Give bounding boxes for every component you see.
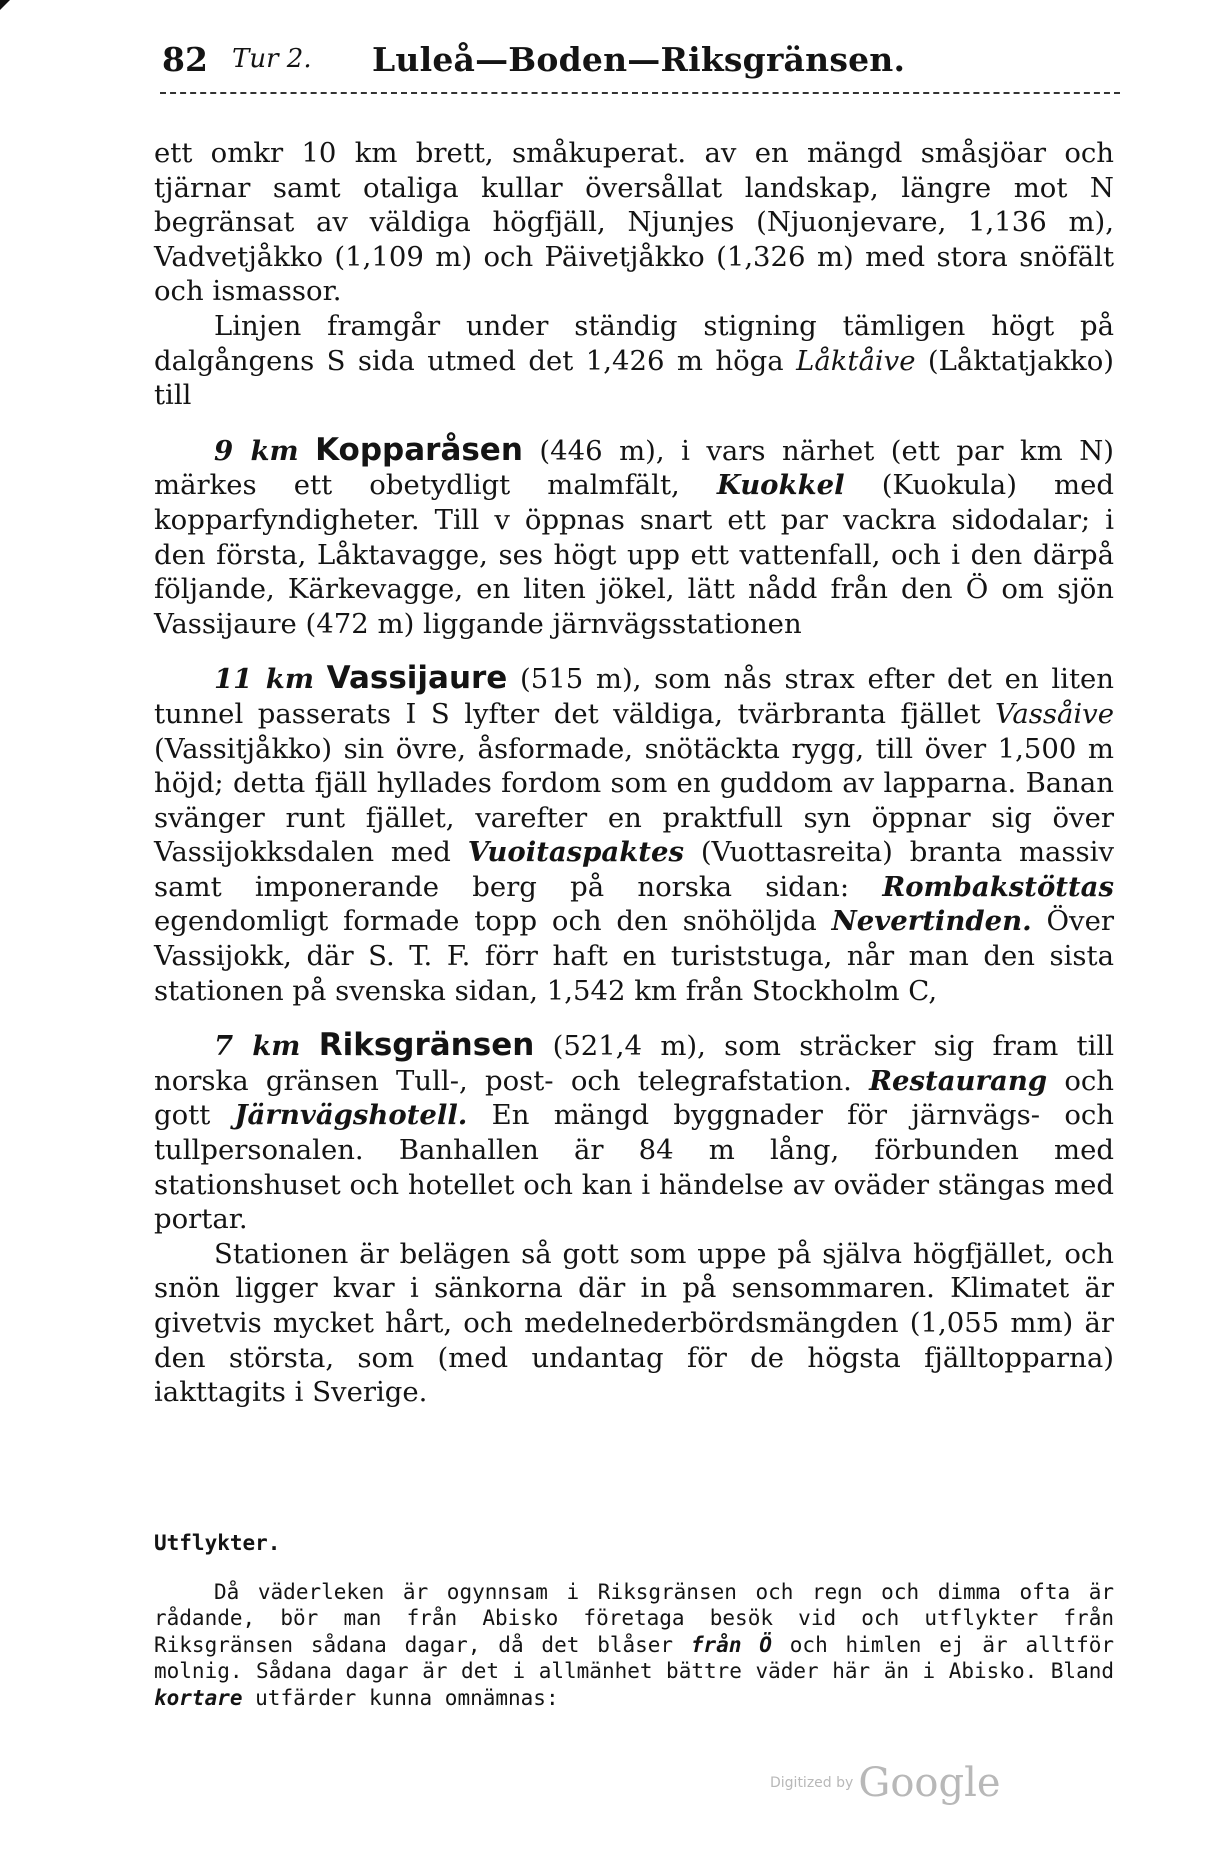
digitized-by-label: Digitized by bbox=[770, 1775, 854, 1791]
paragraph-linjen bbox=[154, 309, 1114, 413]
entry-text: (Vassitjåkko) sin övre, åsformade, snötäckta rygg, till över 1,500 m höjd; detta fjäll hyllades fordom som en guddom av lapparna. Banan svänger runt fjället, varefter en praktfull syn öppnar sig över Vassijokksdalen med bbox=[154, 732, 1114, 869]
station-entry-vassijaure bbox=[154, 661, 1114, 1008]
restaurant-label: Restaurang bbox=[869, 1064, 1048, 1097]
paragraph-intro: ett omkr 10 km brett, småkuperat. av en mängd småsjöar och tjärnar samt otaliga kullar översållat landskap, längre mot N begränsat av väldiga högfjäll, Njunjes (Njuonjevare, 1,136 m), Vadvetjåkko (1,109 m) och Päivetjåkko (1,326 m) med stora snöfält och ismassor. bbox=[154, 137, 1114, 308]
station-entry-riksgransen bbox=[154, 1028, 1114, 1237]
digitized-watermark bbox=[770, 1760, 1050, 1820]
linjen-text-end: (Låktatjakko) till bbox=[154, 344, 1114, 412]
excursions-text-part: Då väderleken är ogynnsam i Riksgränsen och regn och dimma ofta är rådande, bör man från Abisko företaga besök vid och utflykter från Riksgränsen sådana dagar, då det blåser bbox=[154, 1579, 1114, 1657]
place-name: Vassåive bbox=[995, 697, 1114, 730]
excursions-section bbox=[154, 1530, 1114, 1711]
km-label: 7 km bbox=[214, 1030, 301, 1063]
station-name: Vassijaure bbox=[326, 660, 508, 697]
route-title: Luleå—Boden—Riksgränsen. bbox=[372, 40, 906, 79]
excursions-text-part: utfärder kunna omnämnas: bbox=[242, 1685, 559, 1710]
google-wordmark: Google bbox=[858, 1760, 1001, 1806]
station-entry-kopparasen bbox=[154, 433, 1114, 642]
entry-text: (515 m), som nås strax efter det en liten tunnel passerats I S lyfter det väldiga, tvärbranta fjället bbox=[154, 663, 1114, 730]
excursions-text bbox=[154, 1579, 1114, 1712]
main-text bbox=[154, 136, 1114, 1410]
entry-text: Över Vassijokk, där S. T. F. förr haft en turiststuga, når man den sista stationen på svenska sidan, 1,542 km från Stockholm C, bbox=[154, 905, 1114, 1007]
running-header bbox=[162, 40, 1122, 90]
station-name: Kopparåsen bbox=[315, 431, 523, 468]
station-name: Riksgränsen bbox=[318, 1027, 535, 1064]
scan-corner-mark bbox=[0, 0, 10, 10]
direction-label: från Ö bbox=[690, 1632, 772, 1657]
entry-text: (Kuokula) med kopparfyndigheter. Till v öppnas snart ett par vackra sidodalar; i den första, Låktavagge, ses högt upp ett vattenfall, och i den därpå följande, Kärkevagge, en liten jökel, lätt nådd från den Ö om sjön Vassijaure (472 m) liggande järnvägsstationen bbox=[154, 469, 1114, 640]
paragraph-stationen: Stationen är belägen så gott som uppe på själva högfjället, och snön ligger kvar i sänkorna där in på sensommaren. Klimatet är givetvis mycket hårt, och medelnederbördsmängden (1,055 mm) är den största, som (med undantag för de högsta fjälltopparna) iakttagits i Sverige. bbox=[154, 1237, 1114, 1409]
page-number: 82 bbox=[162, 40, 208, 79]
entry-text: (521,4 m), som sträcker sig fram till norska gränsen Tull-, post- och telegrafstation. bbox=[154, 1030, 1114, 1097]
place-name: Vuoitaspaktes bbox=[467, 836, 684, 869]
tour-label: Tur 2. bbox=[232, 44, 312, 74]
header-rule bbox=[160, 92, 1120, 94]
excursions-heading: Utflykter. bbox=[154, 1531, 281, 1555]
place-name: Kuokkel bbox=[716, 469, 845, 502]
entry-text: En mängd byggnader för järnvägs- och tullpersonalen. Banhallen är 84 m lång, förbunden med stationshuset och hotellet och kan i händelse av oväder stängas med portar. bbox=[154, 1099, 1114, 1236]
entry-text: (Vuottasreita) branta massiv samt imponerande berg på norska sidan: bbox=[154, 836, 1115, 903]
linjen-text: Linjen framgår under ständig stigning tämligen högt på dalgångens S sida utmed det 1,426 m höga bbox=[154, 309, 1114, 377]
place-name: Nevertinden. bbox=[831, 905, 1032, 938]
place-name: Rombakstöttas bbox=[882, 870, 1114, 903]
hotel-label: Järnvägshotell. bbox=[234, 1099, 468, 1132]
entry-text: och gott bbox=[154, 1064, 1114, 1132]
excursions-text-part: och himlen ej är alltför molnig. Sådana dagar är det i allmänhet bättre väder här än i Abisko. Bland bbox=[154, 1632, 1114, 1683]
kortare-label: kortare bbox=[154, 1685, 243, 1710]
km-label: 11 km bbox=[214, 663, 314, 696]
km-label: 9 km bbox=[214, 434, 299, 467]
entry-text: egendomligt formade topp och den snöhöljda bbox=[154, 905, 832, 938]
entry-text: (446 m), i vars närhet (ett par km N) märkes ett obetydligt malmfält, bbox=[154, 434, 1114, 502]
laktaive-name: Låktåive bbox=[796, 344, 916, 377]
